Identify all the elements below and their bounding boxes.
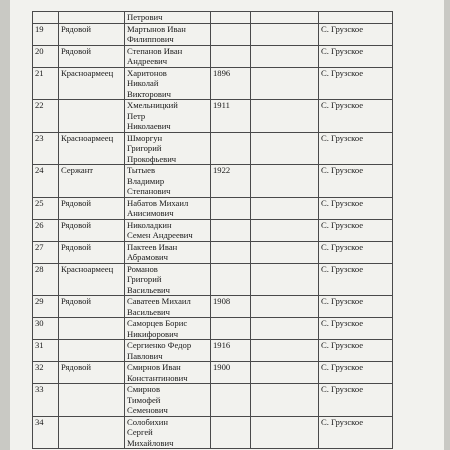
rank-cell: Красноармеец: [59, 132, 125, 165]
name-cell: [125, 318, 211, 340]
empty-column-cell: [251, 362, 319, 384]
empty-column-cell: [251, 340, 319, 362]
row-number-cell: 21: [33, 67, 59, 100]
burial-place-cell: С. Грузское: [319, 67, 393, 100]
name-line: Пактеев Иван: [127, 241, 178, 252]
table-row: [33, 318, 393, 340]
row-number-cell: 33: [33, 384, 59, 417]
birth-year-cell: [211, 384, 251, 417]
burial-place-cell: С. Грузское: [319, 219, 393, 241]
empty-column-cell: [251, 416, 319, 449]
name-line: Тимофей: [127, 394, 161, 405]
name-line: Семенович: [127, 405, 168, 415]
table-row: [33, 132, 393, 165]
table-row: [33, 12, 393, 24]
rank-cell: [59, 416, 125, 449]
name-cell: [125, 132, 211, 165]
burial-place-cell: С. Грузское: [319, 45, 393, 67]
name-cell: [125, 100, 211, 133]
empty-column-cell: [251, 263, 319, 296]
birth-year-cell: [211, 197, 251, 219]
name-cell: [125, 340, 211, 362]
burial-place-cell: С. Грузское: [319, 197, 393, 219]
name-line: Павлович: [127, 350, 163, 361]
name-line: Тытыев: [127, 165, 155, 175]
rank-cell: [59, 318, 125, 340]
name-cell: [125, 197, 211, 219]
rank-cell: [59, 100, 125, 133]
name-cell: [125, 45, 211, 67]
birth-year-cell: [211, 23, 251, 45]
table-row: [33, 197, 393, 219]
name-line: Хмельницкий: [127, 100, 178, 110]
burial-place-cell: [319, 12, 393, 24]
empty-column-cell: [251, 67, 319, 100]
name-line: Васильевич: [127, 306, 170, 317]
name-cell: [125, 241, 211, 263]
burial-place-cell: С. Грузское: [319, 263, 393, 296]
name-cell: [125, 165, 211, 198]
row-number-cell: 31: [33, 340, 59, 362]
name-line: Солобихин: [127, 416, 168, 427]
row-number-cell: 27: [33, 241, 59, 263]
burial-place-cell: С. Грузское: [319, 23, 393, 45]
name-line: Харитонов: [127, 67, 167, 78]
burial-place-cell: С. Грузское: [319, 384, 393, 417]
empty-column-cell: [251, 241, 319, 263]
table-row: [33, 362, 393, 384]
empty-column-cell: [251, 384, 319, 417]
name-line: Никифорович: [127, 328, 179, 339]
name-line: Степанович: [127, 186, 171, 196]
row-number-cell: 24: [33, 165, 59, 198]
name-cell: [125, 12, 211, 24]
rank-cell: Красноармеец: [59, 67, 125, 100]
name-line: Григорий: [127, 143, 162, 153]
table-row: [33, 165, 393, 198]
name-line: Мартынов Иван: [127, 23, 186, 34]
rank-cell: [59, 340, 125, 362]
rank-cell: Рядовой: [59, 45, 125, 67]
name-cell: [125, 219, 211, 241]
name-line: Васильевич: [127, 284, 170, 295]
name-cell: [125, 263, 211, 296]
table-row: [33, 384, 393, 417]
row-number-cell: 20: [33, 45, 59, 67]
name-line: Викторович: [127, 88, 171, 99]
name-line: Степанов Иван: [127, 45, 183, 56]
empty-column-cell: [251, 296, 319, 318]
name-line: Константинович: [127, 372, 188, 383]
name-line: Шморгун: [127, 132, 163, 143]
name-line: Сергей: [127, 427, 153, 437]
rank-cell: Рядовой: [59, 296, 125, 318]
table-row: [33, 416, 393, 449]
birth-year-cell: [211, 241, 251, 263]
burial-place-cell: С. Грузское: [319, 416, 393, 449]
rank-cell: Рядовой: [59, 362, 125, 384]
name-line: Саватеев Михаил: [127, 296, 191, 306]
name-line: Прокофьевич: [127, 153, 177, 164]
burial-place-cell: С. Грузское: [319, 318, 393, 340]
rank-cell: [59, 384, 125, 417]
name-line: Петр: [127, 110, 146, 121]
row-number-cell: 34: [33, 416, 59, 449]
table-row: [33, 241, 393, 263]
birth-year-cell: [211, 45, 251, 67]
birth-year-cell: 1908: [211, 296, 251, 318]
table-row: [33, 45, 393, 67]
empty-column-cell: [251, 12, 319, 24]
empty-column-cell: [251, 197, 319, 219]
name-line: Анисимович: [127, 208, 174, 218]
name-cell: [125, 296, 211, 318]
burial-place-cell: С. Грузское: [319, 362, 393, 384]
row-number-cell: 25: [33, 197, 59, 219]
row-number-cell: 23: [33, 132, 59, 165]
burial-place-cell: С. Грузское: [319, 165, 393, 198]
table-row: [33, 263, 393, 296]
row-number-cell: 26: [33, 219, 59, 241]
birth-year-cell: [211, 219, 251, 241]
name-line: Владимир: [127, 175, 165, 186]
rank-cell: Рядовой: [59, 219, 125, 241]
birth-year-cell: [211, 132, 251, 165]
name-cell: [125, 384, 211, 417]
burial-place-cell: С. Грузское: [319, 100, 393, 133]
rank-cell: Сержант: [59, 165, 125, 198]
rank-cell: Рядовой: [59, 241, 125, 263]
name-line: Михайлович: [127, 437, 174, 448]
empty-column-cell: [251, 100, 319, 133]
row-number-cell: 22: [33, 100, 59, 133]
rank-cell: Рядовой: [59, 197, 125, 219]
name-line: Абрамович: [127, 252, 168, 262]
rank-cell: Рядовой: [59, 23, 125, 45]
row-number-cell: [33, 12, 59, 24]
name-line: Семен Андреевич: [127, 230, 193, 240]
name-line: Андреевич: [127, 56, 168, 66]
rank-cell: Красноармеец: [59, 263, 125, 296]
name-line: Николадкин: [127, 219, 172, 230]
name-line: Сергиенко Федор: [127, 340, 192, 350]
name-line: Смирнов Иван: [127, 362, 181, 372]
memorial-list-table: [32, 11, 393, 449]
empty-column-cell: [251, 219, 319, 241]
table-row: [33, 219, 393, 241]
name-line: Петрович: [127, 12, 163, 22]
name-cell: [125, 362, 211, 384]
burial-place-cell: С. Грузское: [319, 296, 393, 318]
empty-column-cell: [251, 318, 319, 340]
birth-year-cell: [211, 416, 251, 449]
name-line: Григорий: [127, 274, 162, 284]
row-number-cell: 30: [33, 318, 59, 340]
birth-year-cell: 1916: [211, 340, 251, 362]
birth-year-cell: 1896: [211, 67, 251, 100]
table-row: [33, 340, 393, 362]
empty-column-cell: [251, 45, 319, 67]
rank-cell: [59, 12, 125, 24]
burial-place-cell: С. Грузское: [319, 132, 393, 165]
name-line: Филиппович: [127, 34, 174, 44]
birth-year-cell: 1922: [211, 165, 251, 198]
birth-year-cell: [211, 12, 251, 24]
name-line: Смирнов: [127, 384, 161, 394]
row-number-cell: 32: [33, 362, 59, 384]
row-number-cell: 29: [33, 296, 59, 318]
name-cell: [125, 67, 211, 100]
table-row: [33, 23, 393, 45]
row-number-cell: 28: [33, 263, 59, 296]
table-row: [33, 100, 393, 133]
empty-column-cell: [251, 23, 319, 45]
name-line: Саморцев Борис: [127, 318, 188, 328]
burial-place-cell: С. Грузское: [319, 340, 393, 362]
table-row: [33, 67, 393, 100]
birth-year-cell: 1900: [211, 362, 251, 384]
birth-year-cell: [211, 318, 251, 340]
empty-column-cell: [251, 132, 319, 165]
row-number-cell: 19: [33, 23, 59, 45]
name-line: Николаевич: [127, 121, 171, 131]
birth-year-cell: [211, 263, 251, 296]
name-cell: [125, 23, 211, 45]
name-line: Романов: [127, 263, 158, 274]
document-sheet: [10, 0, 444, 450]
name-line: Набатов Михаил: [127, 197, 189, 208]
empty-column-cell: [251, 165, 319, 198]
burial-place-cell: С. Грузское: [319, 241, 393, 263]
name-line: Николай: [127, 78, 159, 88]
name-cell: [125, 416, 211, 449]
birth-year-cell: 1911: [211, 100, 251, 133]
table-row: [33, 296, 393, 318]
